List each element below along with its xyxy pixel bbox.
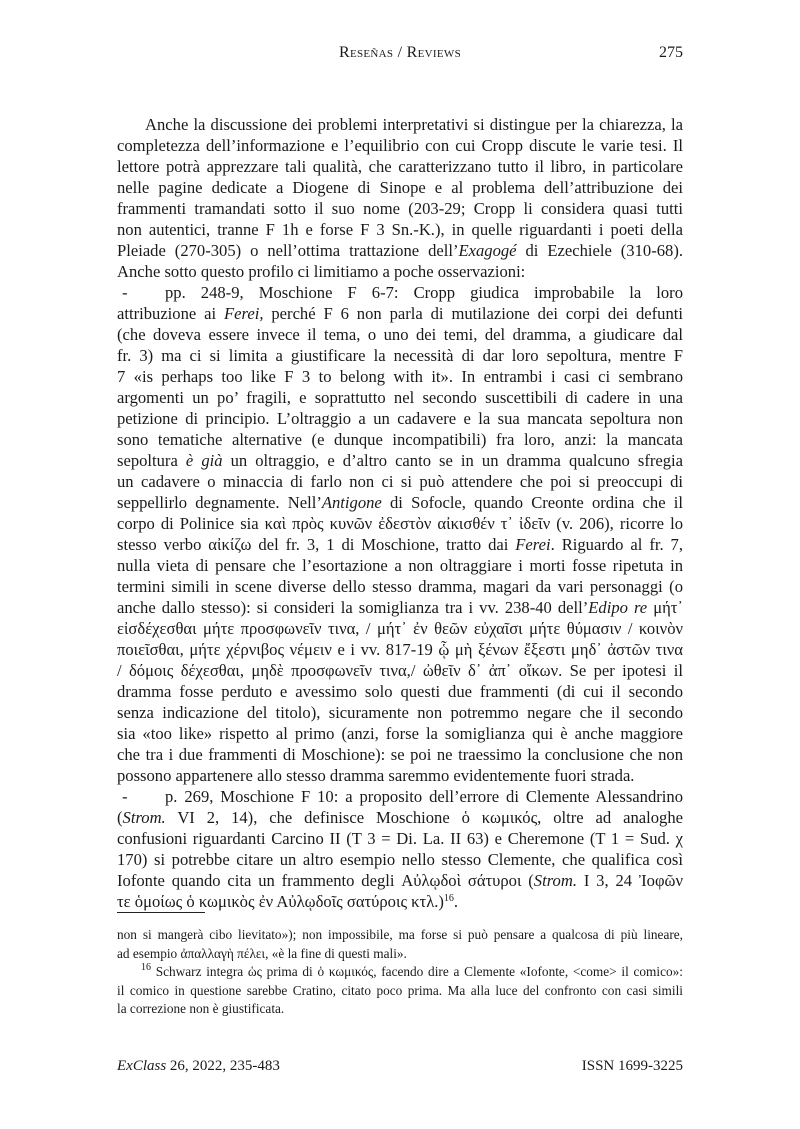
italic-text: Ferei [515, 535, 551, 554]
italic-text: Edipo re [588, 598, 648, 617]
text-segment: Anche la discussione dei problemi interpretativi si distingue per la chiarezza, la [145, 115, 683, 134]
text-line [117, 219, 683, 240]
text-line [117, 156, 683, 177]
text-segment: . [453, 892, 459, 911]
text-line [117, 963, 683, 982]
text-line [117, 828, 683, 849]
text-segment: Pleiade (270-305) o nell’ottima trattazione dell’ [117, 241, 459, 260]
text-line [117, 597, 683, 618]
text-segment: ( [117, 808, 123, 827]
footnotes [117, 926, 683, 1019]
text-line [117, 177, 683, 198]
footnote-ref: 16 [141, 963, 151, 973]
list-dash: - [122, 787, 128, 806]
text-line [117, 660, 683, 681]
text-segment: seppellirlo degnamente. Nell’ [117, 493, 322, 512]
italic-text: Strom. [122, 808, 166, 827]
text-line [117, 870, 683, 891]
text-line [117, 114, 683, 135]
text-line [117, 681, 683, 702]
text-segment: sia «too like» rispetto al primo (anzi, forse la somiglianza qui è anche maggiore [117, 724, 683, 743]
text-segment: non autentici, tranne F 1h e forse F 3 Sn.-K.), in quelle riguardanti i poeti della [117, 220, 683, 239]
text-segment: anche dallo stesso): si consideri la somiglianza tra i vv. 238-40 dell’ [117, 598, 589, 617]
text-segment: τε ὁμοίως ὁ κωμικὸς ἐν Αὐλῳδοῖς σατύροις κτλ.) [117, 892, 444, 911]
text-line [117, 240, 683, 261]
text-segment: corpo di Polinice sia καὶ πρὸς κυνῶν ἐδεστὸν αἰκισθέν τ᾽ ἰδεῖν (v. 206), ricorre lo [117, 514, 683, 533]
text-segment: un cadavere o minaccia di farlo non ci si può attendere che poi si preoccupi di [117, 472, 683, 491]
text-segment: senza indicazione del titolo), sicuramente non potremmo negare che il secondo [117, 703, 683, 722]
text-segment: stesso verbo αἰκίζω del fr. 3, 1 di Moschione, tratto dai [117, 535, 516, 554]
text-segment: (che doveva essere invece il tema, o uno dei temi, del dramma, a giudicare dal [117, 325, 683, 344]
text-segment: ad esempio ἀπαλλαγὴ πέλει, «è la fine di questi mali». [117, 945, 407, 961]
text-segment: attribuzione ai [117, 304, 225, 323]
text-segment: 170) si potrebbe citare un altro esempio nello stesso Clemente, che qualifica così [117, 850, 683, 869]
text-line [117, 345, 683, 366]
text-line [117, 982, 683, 1001]
text-segment: Schwarz integra ὡς prima di ὁ κωμικός, facendo dire a Clemente «Iofonte, <come> il comico»: [151, 964, 683, 979]
italic-text: è già [185, 451, 223, 470]
text-line [117, 513, 683, 534]
italic-text: Antigone [321, 493, 382, 512]
text-line [117, 807, 683, 828]
text-segment: frammenti tramandati sotto il suo nome (203-29; Cropp li considera quasi tutti [117, 199, 683, 218]
text-line [117, 429, 683, 450]
text-line [117, 135, 683, 156]
text-line [117, 849, 683, 870]
text-segment: di Ezechiele (310-68). [516, 241, 683, 260]
text-segment: Iofonte quando cita un frammento degli Αὐλῳδοὶ σάτυροι ( [117, 871, 534, 890]
text-line [117, 366, 683, 387]
text-segment: completezza dell’informazione e l’equilibrio con cui Cropp discute le varie tesi. Il [117, 136, 683, 155]
text-line [117, 1000, 683, 1019]
italic-text: Ferei, [224, 304, 264, 323]
text-line [117, 450, 683, 471]
footnote-ref: 16 [443, 893, 454, 904]
text-segment: εἰσδέχεσθαι μήτε προσφωνεῖν τινα, / μήτ᾽ ἐν θεῶν εὐχαῖσι μήτε θύμασιν / κοινὸν [117, 619, 683, 638]
text-segment: I 3, 24 Ἰοφῶν [576, 871, 683, 890]
text-segment: la correzione non è giustificata. [117, 1001, 285, 1016]
list-dash: - [122, 283, 128, 302]
text-segment: possono appartenere allo stesso dramma saremmo evidentemente fuori strada. [117, 766, 635, 785]
text-segment: VI 2, 14), che definisce Moschione ὁ κωμικός, oltre ad analoghe [165, 808, 683, 827]
text-line [117, 324, 683, 345]
text-line [117, 492, 683, 513]
text-segment: argomenti un po’ fragili, e soprattutto nel secondo suscettibili di cadere in una [117, 388, 683, 407]
text-line [117, 639, 683, 660]
text-segment: μήτ᾽ [647, 598, 683, 617]
text-line [117, 408, 683, 429]
text-segment: confusioni riguardanti Carcino II (T 3 = Di. La. II 63) e Cheremone (T 1 = Sud. χ [117, 829, 683, 848]
text-line [117, 282, 683, 303]
text-segment: nulla vieta di pensare che l’esortazione a non oltraggiare i morti fosse ripetuta in [117, 556, 683, 575]
text-segment: che tra i due frammenti di Moschione): se poi ne traessimo la conclusione che non [117, 745, 683, 764]
text-segment: non si mangerà cibo lievitato»); non impossibile, ma forse si può pensare a qualcosa di più lineare, [117, 927, 683, 942]
text-segment: sono tematiche alternative (e dunque incompatibili) fra loro, anzi: la mancata [117, 430, 683, 449]
italic-text: Exagogé [458, 241, 517, 260]
text-line [117, 702, 683, 723]
volume-info: 26, 2022, 235-483 [166, 1058, 280, 1074]
text-segment: fr. 3) ma ci si limita a giustificare la necessità di dar loro sepoltura, mentre F [117, 346, 683, 365]
text-segment: il comico in questione sarebbe Cratino, citato poco prima. Ma alla luce del confronto con casi simili [117, 982, 683, 998]
text-line [117, 387, 683, 408]
text-line [117, 744, 683, 765]
italic-text: Strom. [533, 871, 577, 890]
text-segment: / δόμοις δέχεσθαι, μηδὲ προσφωνεῖν τινα,/ ὠθεῖν δ᾽ ἀπ᾽ οἴκων. Se per ipotesi il [117, 661, 683, 680]
text-segment: ποιεῖσθαι, μήτε χέρνιβος νέμειν e i vv. 817-19 ᾧ μὴ ξένων ἔξεστι μηδ᾽ ἀστῶν τινα [117, 640, 683, 659]
footnote-separator [117, 912, 205, 913]
text-line [117, 261, 683, 282]
text-line [117, 723, 683, 744]
journal-name: ExClass [117, 1058, 167, 1074]
text-segment: Anche sotto questo profilo ci limitiamo a poche osservazioni: [117, 262, 526, 281]
text-line [117, 786, 683, 807]
text-line [117, 198, 683, 219]
page-number: 275 [659, 44, 683, 61]
text-segment: 7 «is perhaps too like F 3 to belong with it». In entrambi i casi ci sembrano [117, 367, 683, 386]
text-line [117, 765, 683, 786]
text-line [117, 891, 683, 912]
text-segment: pp. 248-9, Moschione F 6-7: Cropp giudica improbabile la loro [165, 283, 683, 302]
main-text [117, 114, 683, 912]
running-header [117, 44, 683, 66]
text-line [117, 576, 683, 597]
text-segment: p. 269, Moschione F 10: a proposito dell’errore di Clemente Alessandrino [165, 787, 683, 806]
text-segment: di Sofocle, quando Creonte ordina che il [381, 493, 683, 512]
text-segment: lettore potrà apprezzare tali qualità, che caratterizzano tutto il libro, in particolare [117, 157, 683, 176]
text-segment: dramma fosse perduto e avessimo solo questi due frammenti (di cui il secondo [117, 682, 683, 701]
text-line [117, 618, 683, 639]
journal-citation [117, 1058, 280, 1075]
text-line [117, 926, 683, 945]
text-segment: un oltraggio, e d’altro canto se in un dramma qualcuno sfregia [222, 451, 683, 470]
text-line [117, 303, 683, 324]
running-title: Reseñas / Reviews [339, 44, 461, 61]
text-line [117, 471, 683, 492]
text-line [117, 534, 683, 555]
text-segment: termini simili in scene diverse dello stesso dramma, magari da vari personaggi (o [117, 577, 683, 596]
text-segment: nelle pagine dedicate a Diogene di Sinope e al problema dell’attribuzione dei [117, 178, 683, 197]
text-segment: petizione di principio. L’oltraggio a un cadavere e la sua mancata sepoltura non [117, 409, 683, 428]
text-segment: . Riguardo al fr. 7, [550, 535, 683, 554]
text-segment: perché F 6 non parla di mutilazione dei corpi dei defunti [263, 304, 683, 323]
issn: ISSN 1699-3225 [581, 1058, 683, 1074]
text-line [117, 945, 683, 964]
text-line [117, 555, 683, 576]
text-segment: sepoltura [117, 451, 186, 470]
